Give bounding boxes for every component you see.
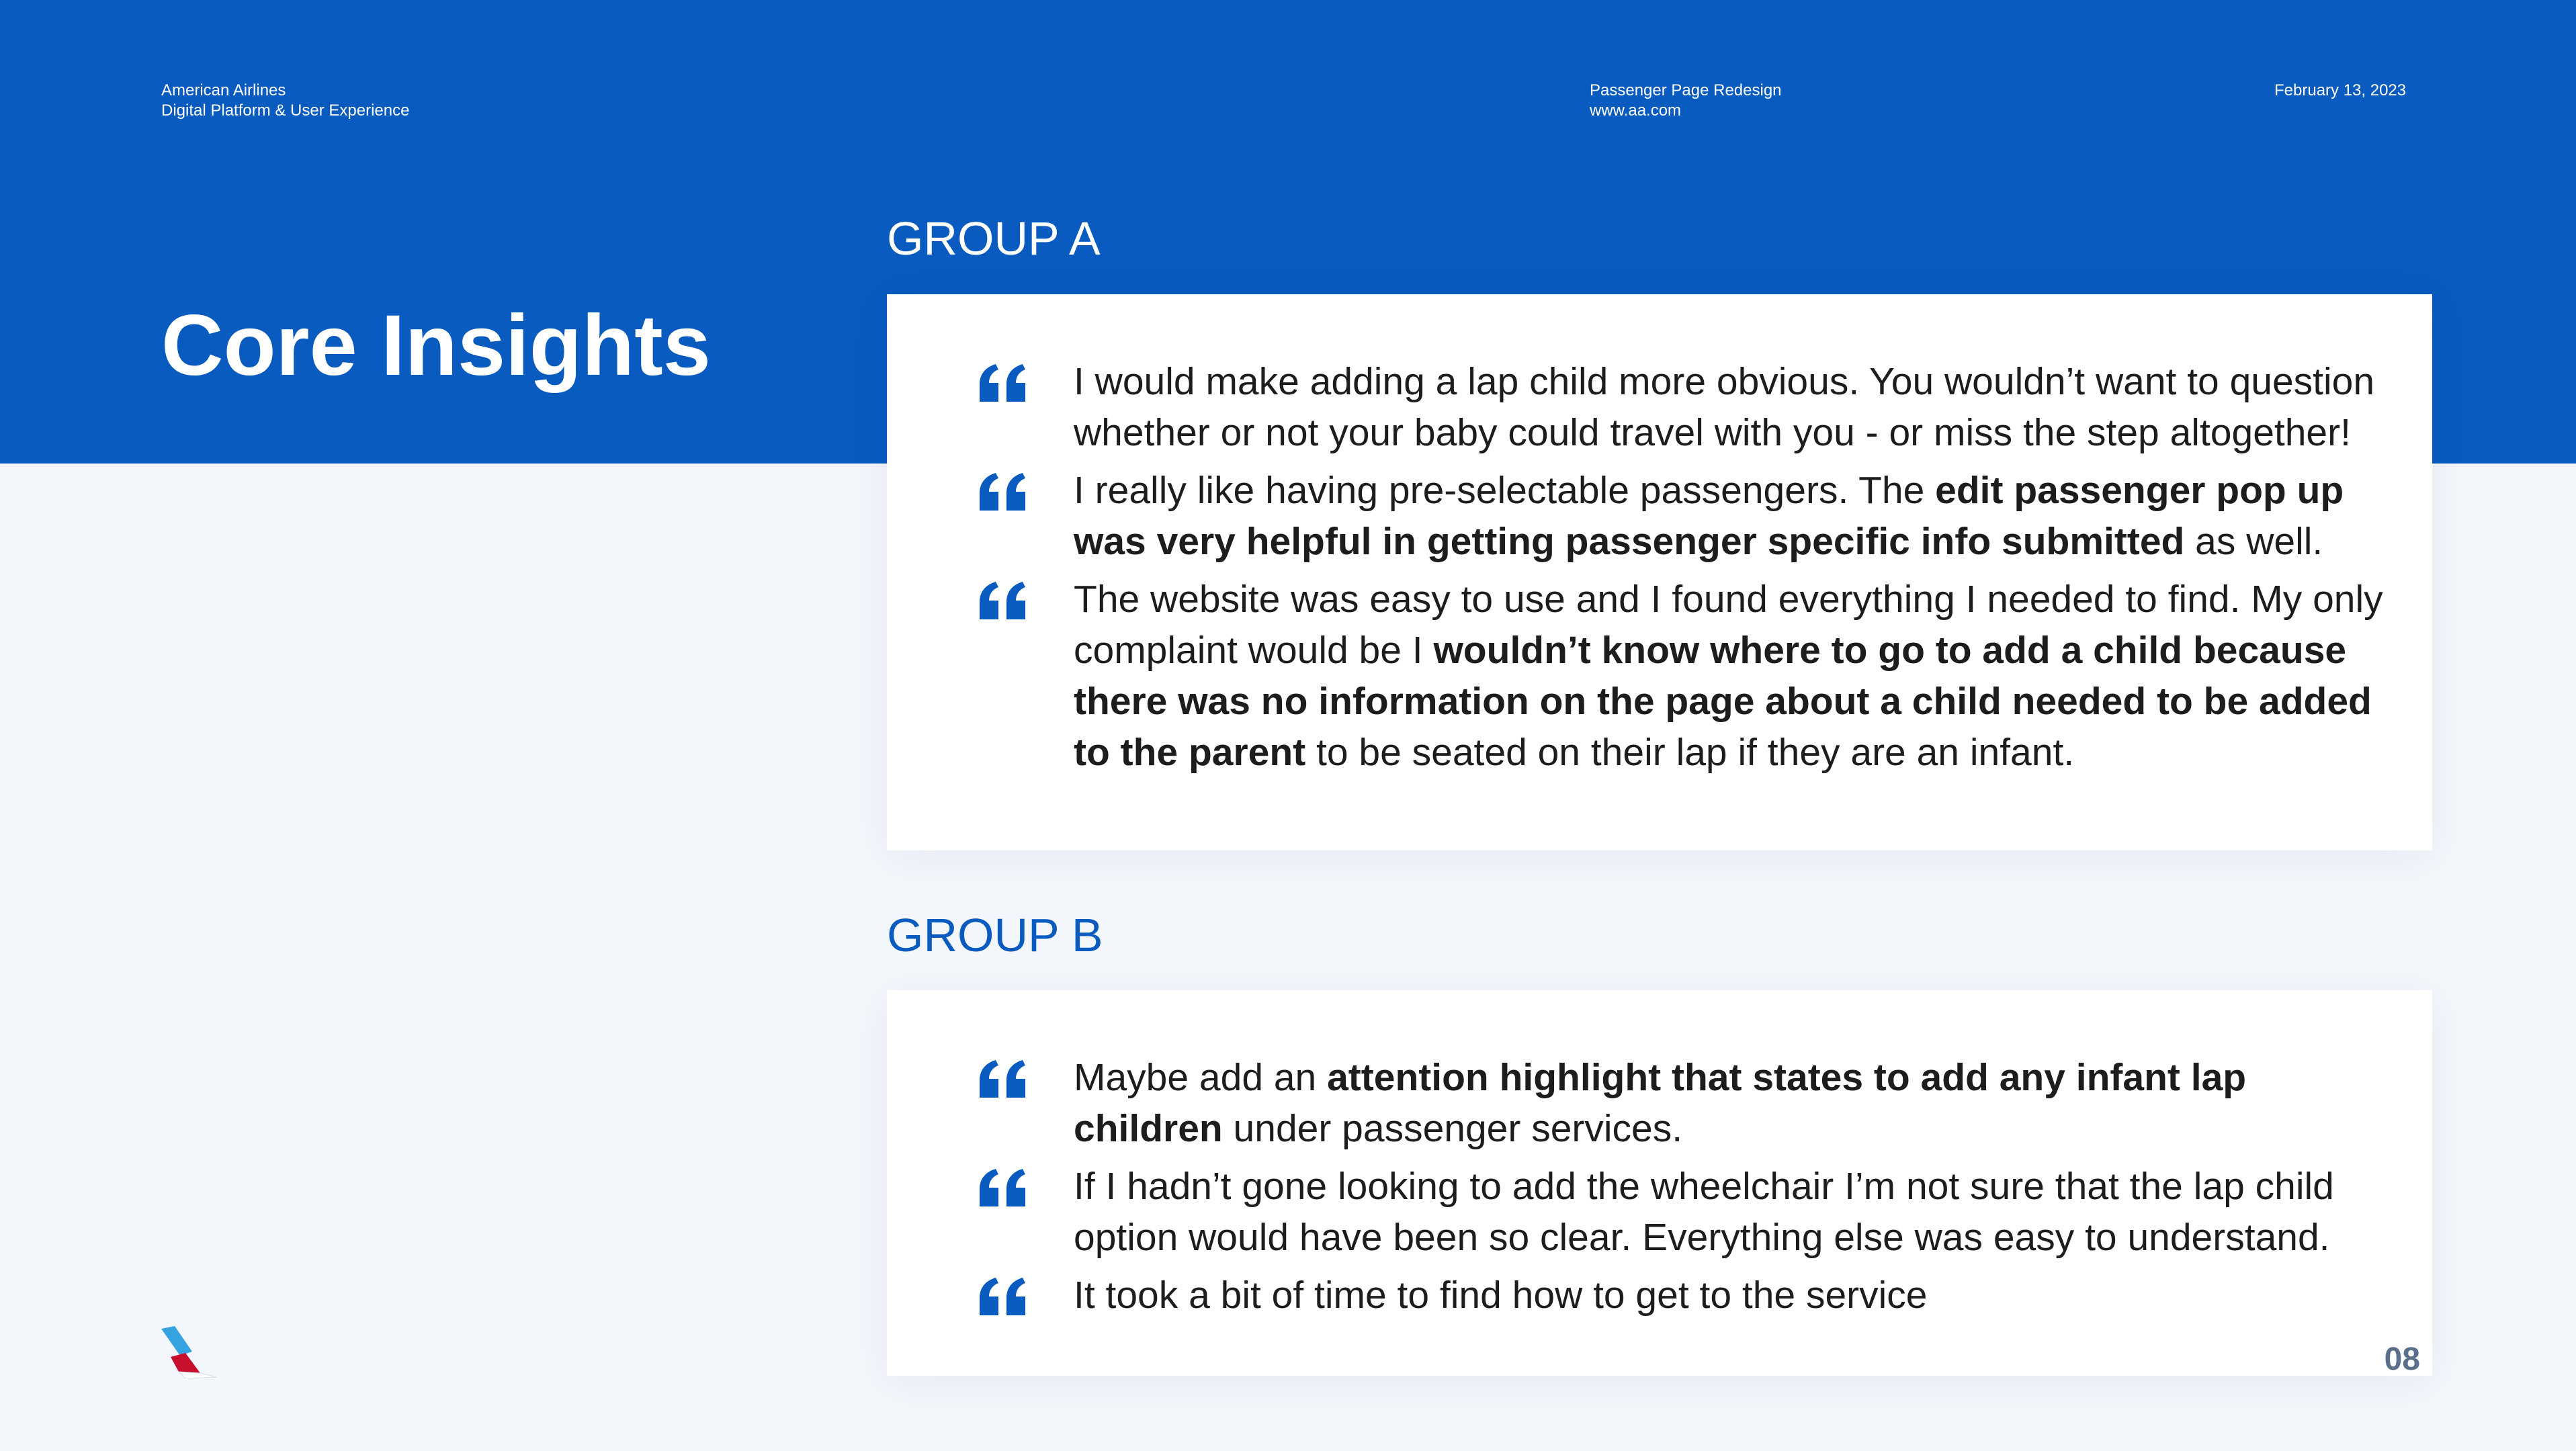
group-b-card [887, 990, 2432, 1376]
quote-item [978, 1052, 2405, 1154]
quote-text [1074, 1052, 2405, 1154]
quote-text [1074, 1161, 2405, 1263]
quote-text-emphasis: edit passenger pop up was very helpful in getting passenger specific info submitted [1074, 469, 2344, 563]
project-name: Passenger Page Redesign [1590, 81, 1782, 99]
quote-icon [978, 1052, 1074, 1103]
website-link[interactable]: www.aa.com [1590, 101, 1682, 120]
quote-text-segment: The website was easy to use and I found everything I needed to find. My only complaint would be I [1074, 578, 2383, 672]
quote-item [978, 465, 2405, 567]
quote-text-segment: It took a bit of time to find how to get to the service [1074, 1274, 1928, 1317]
quote-icon [978, 1161, 1074, 1212]
quote-text-segment: If I hadn’t gone looking to add the wheelchair I’m not sure that the lap child option would have been so clear. Everything else was easy to understand. [1074, 1165, 2334, 1259]
group-b-heading: GROUP B [887, 909, 1103, 961]
header-date-info [2274, 81, 2406, 101]
page-number: 08 [2384, 1342, 2420, 1377]
quote-icon [978, 1270, 1074, 1321]
presentation-date: February 13, 2023 [2274, 81, 2407, 99]
group-a-card [887, 294, 2432, 850]
quote-text-emphasis: wouldn’t know where to go to add a child because there was no information on the page about a child needed to be added to the parent [1074, 629, 2372, 774]
header-company-info [161, 81, 409, 121]
group-a-quote-list [978, 356, 2405, 778]
quote-icon [978, 465, 1074, 516]
department-name: Digital Platform & User Experience [161, 101, 410, 120]
quote-text-segment: I would make adding a lap child more obvious. You wouldn’t want to question whether or not your baby could travel with you - or miss the step altogether! [1074, 360, 2375, 454]
american-airlines-logo-icon [159, 1325, 216, 1378]
quote-item [978, 1270, 2405, 1321]
quote-text-segment: Maybe add an [1074, 1056, 1328, 1099]
quote-text-segment: as well. [2184, 520, 2323, 563]
quote-text [1074, 465, 2405, 567]
company-name: American Airlines [161, 81, 286, 99]
quote-item [978, 574, 2405, 778]
quote-item [978, 1161, 2405, 1263]
quote-text-segment: I really like having pre-selectable passengers. The [1074, 469, 1936, 512]
page-title: Core Insights [161, 298, 711, 394]
quote-text-emphasis: attention highlight that states to add any infant lap children [1074, 1056, 2247, 1150]
quote-text-segment: to be seated on their lap if they are an infant. [1305, 731, 2075, 774]
quote-text [1074, 574, 2405, 778]
header-project-info [1590, 81, 1782, 121]
quote-item [978, 356, 2405, 458]
group-a-heading: GROUP A [887, 212, 1101, 265]
quote-text [1074, 1270, 2405, 1321]
group-b-quote-list [978, 1052, 2405, 1321]
quote-icon [978, 356, 1074, 407]
quote-text-segment: under passenger services. [1222, 1107, 1683, 1150]
quote-text [1074, 356, 2405, 458]
quote-icon [978, 574, 1074, 625]
